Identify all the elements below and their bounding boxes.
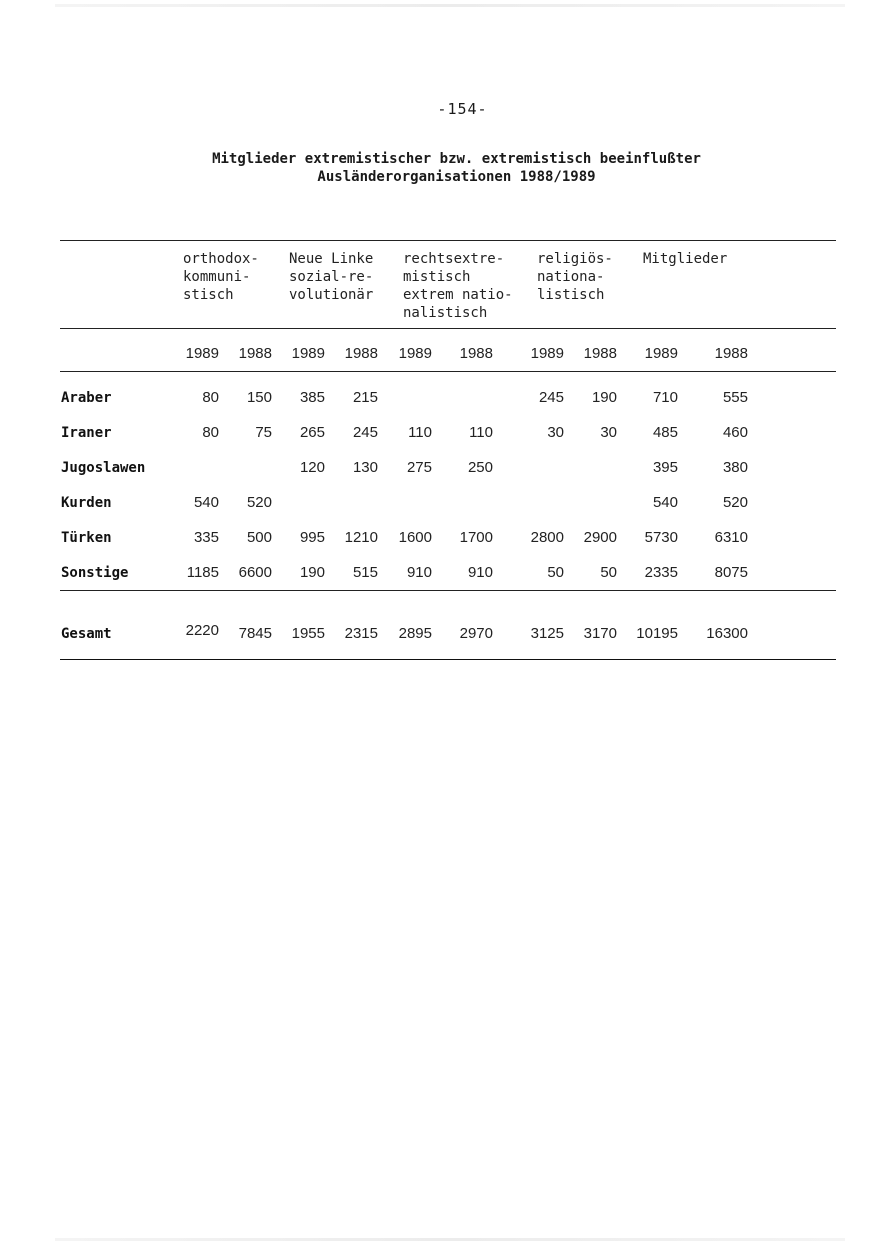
- table-cell: 30: [600, 424, 617, 441]
- table-cell: 75: [255, 424, 272, 441]
- total-cell: 10195: [636, 625, 678, 642]
- table-cell: 2900: [583, 529, 617, 546]
- year-header: 1989: [185, 345, 219, 362]
- table-cell: 275: [406, 459, 432, 476]
- table-cell: 6600: [238, 564, 272, 581]
- table-cell: 2800: [530, 529, 564, 546]
- table-cell: 385: [299, 389, 325, 406]
- total-cell: 3170: [583, 625, 617, 642]
- year-header: 1989: [398, 345, 432, 362]
- column-group-religioes: religiös- nationa- listisch: [537, 251, 613, 303]
- year-header: 1988: [459, 345, 493, 362]
- table-cell: 460: [722, 424, 748, 441]
- column-group-rechtsextrem: rechtsextre- mistisch extrem natio- nalistisch: [403, 251, 513, 321]
- table-cell: 130: [352, 459, 378, 476]
- table-cell: 515: [352, 564, 378, 581]
- total-cell: 1955: [291, 625, 325, 642]
- title-line-2: Ausländerorganisationen 1988/1989: [317, 169, 596, 185]
- scan-edge-bottom: [55, 1238, 845, 1241]
- row-label: Sonstige: [61, 565, 129, 581]
- page-number: -154-: [437, 100, 488, 118]
- row-label: Kurden: [61, 495, 112, 511]
- column-group-neue-linke: Neue Linke sozial-re- volutionär: [289, 251, 374, 303]
- table-cell: 1210: [344, 529, 378, 546]
- table-cell: 485: [652, 424, 678, 441]
- table-cell: 1185: [186, 564, 219, 581]
- table-cell: 190: [591, 389, 617, 406]
- rule-top: [60, 240, 836, 241]
- table-cell: 555: [722, 389, 748, 406]
- year-header: 1988: [238, 345, 272, 362]
- table-cell: 245: [538, 389, 564, 406]
- row-label: Jugoslawen: [61, 460, 146, 476]
- total-cell: 7845: [238, 625, 272, 642]
- table-cell: 2335: [644, 564, 678, 581]
- table-cell: 245: [352, 424, 378, 441]
- table-title: [0, 150, 895, 186]
- year-header: 1988: [344, 345, 378, 362]
- table-cell: 520: [246, 494, 272, 511]
- year-header: 1989: [644, 345, 678, 362]
- column-group-mitglieder: Mitglieder: [643, 251, 728, 267]
- table-cell: 80: [202, 389, 219, 406]
- table-cell: 910: [467, 564, 493, 581]
- table-cell: 120: [299, 459, 325, 476]
- table-cell: 710: [652, 389, 678, 406]
- table-cell: 995: [299, 529, 325, 546]
- table-cell: 540: [652, 494, 678, 511]
- total-cell: 2315: [344, 625, 378, 642]
- row-label: Türken: [61, 530, 112, 546]
- column-group-orthodox: orthodox- kommuni- stisch: [183, 251, 259, 303]
- row-label: Araber: [61, 390, 112, 406]
- title-line-1: Mitglieder extremistischer bzw. extremistisch beeinflußter: [212, 151, 701, 167]
- table-cell: 30: [547, 424, 564, 441]
- total-cell: 2895: [398, 625, 432, 642]
- table-cell: 250: [467, 459, 493, 476]
- row-label: Iraner: [61, 425, 112, 441]
- total-cell: 16300: [706, 625, 748, 642]
- scan-edge-top: [55, 4, 845, 7]
- table-cell: 380: [722, 459, 748, 476]
- total-cell: 3125: [530, 625, 564, 642]
- table-cell: 335: [193, 529, 219, 546]
- rule-under-groups: [60, 328, 836, 329]
- table-cell: 110: [408, 424, 432, 441]
- year-header: 1989: [291, 345, 325, 362]
- year-header: 1988: [714, 345, 748, 362]
- rule-above-total: [60, 590, 836, 591]
- table-cell: 110: [469, 424, 493, 441]
- table-cell: 190: [299, 564, 325, 581]
- table-cell: 520: [722, 494, 748, 511]
- table-cell: 8075: [714, 564, 748, 581]
- table-cell: 265: [299, 424, 325, 441]
- table-cell: 395: [652, 459, 678, 476]
- table-cell: 1600: [398, 529, 432, 546]
- table-cell: 1700: [459, 529, 493, 546]
- total-cell: 2220: [185, 622, 219, 639]
- table-cell: 5730: [644, 529, 678, 546]
- table-cell: 500: [246, 529, 272, 546]
- table-cell: 540: [193, 494, 219, 511]
- rule-under-years: [60, 371, 836, 372]
- table-cell: 6310: [714, 529, 748, 546]
- table-cell: 50: [600, 564, 617, 581]
- table-cell: 80: [202, 424, 219, 441]
- total-label: Gesamt: [61, 626, 112, 642]
- rule-bottom: [60, 659, 836, 660]
- total-cell: 2970: [459, 625, 493, 642]
- table-cell: 50: [547, 564, 564, 581]
- table-cell: 215: [352, 389, 378, 406]
- year-header: 1988: [583, 345, 617, 362]
- table-cell: 910: [406, 564, 432, 581]
- table-cell: 150: [246, 389, 272, 406]
- year-header: 1989: [530, 345, 564, 362]
